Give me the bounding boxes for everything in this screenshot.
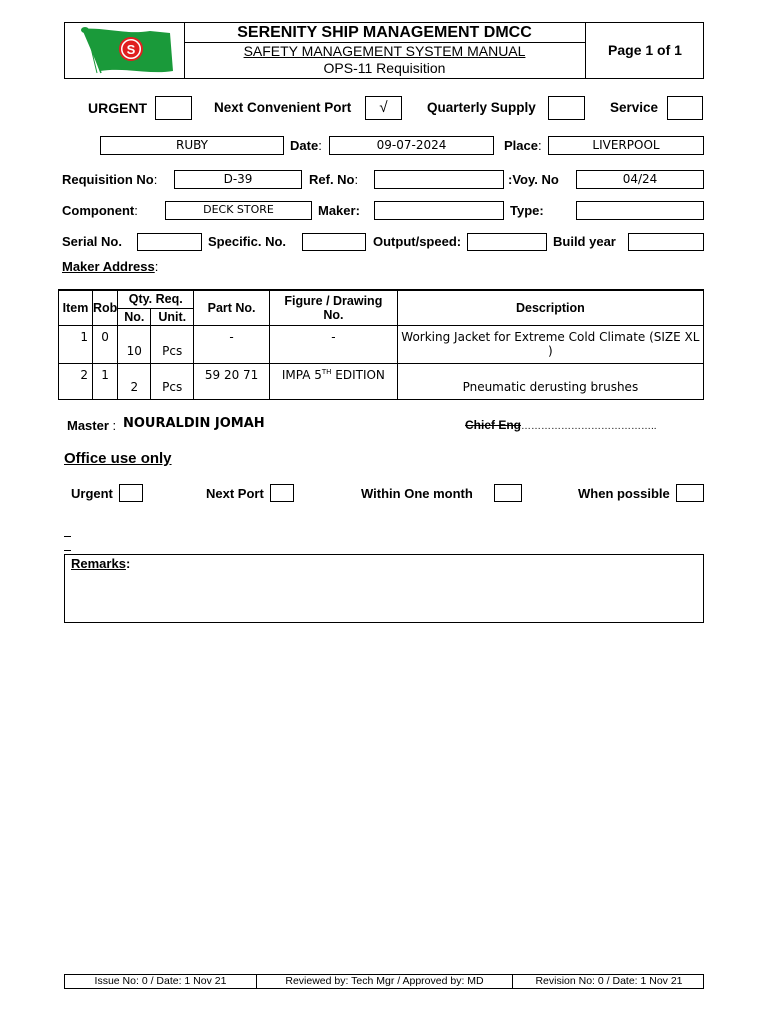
- manual-title: SAFETY MANAGEMENT SYSTEM MANUAL: [243, 43, 526, 59]
- remarks-label: Remarks: [71, 556, 126, 571]
- ref-no-label: Ref. No: [309, 172, 355, 187]
- place-field[interactable]: LIVERPOOL: [548, 136, 704, 155]
- chief-eng-label: Chief Eng: [465, 418, 521, 432]
- component-field[interactable]: DECK STORE: [165, 201, 312, 220]
- component-label: Component: [62, 203, 135, 218]
- maker-label: Maker:: [318, 203, 360, 218]
- row-qty-no: 2: [118, 363, 151, 399]
- next-port-checkbox[interactable]: √: [365, 96, 402, 120]
- row-figure: -: [270, 325, 398, 363]
- office-next-port-checkbox[interactable]: [270, 484, 294, 502]
- voy-no-field[interactable]: 04/24: [576, 170, 704, 189]
- requisition-items-table: [58, 289, 704, 400]
- type-field[interactable]: [576, 201, 704, 220]
- date-field[interactable]: 09-07-2024: [329, 136, 494, 155]
- urgent-label: URGENT: [88, 100, 148, 116]
- table-row: [59, 325, 704, 363]
- office-use-title: Office use only: [64, 450, 172, 467]
- row-qty-unit: Pcs: [151, 325, 194, 363]
- service-label: Service: [610, 100, 659, 115]
- col-item-header: Item: [59, 290, 93, 325]
- col-qty-no-header: No.: [118, 308, 151, 325]
- serial-no-label: Serial No.: [62, 234, 122, 249]
- logo-cell: [65, 23, 185, 78]
- divider: [64, 536, 71, 537]
- next-port-label: Next Convenient Port: [214, 100, 352, 115]
- row-qty-no: 10: [118, 325, 151, 363]
- service-checkbox[interactable]: [667, 96, 703, 120]
- master-name: NOURALDIN JOMAH: [123, 416, 265, 431]
- office-when-possible-checkbox[interactable]: [676, 484, 704, 502]
- footer-reviewed: Reviewed by: Tech Mgr / Approved by: MD: [257, 975, 513, 988]
- row-qty-unit: Pcs: [151, 363, 194, 399]
- office-urgent-checkbox[interactable]: [119, 484, 143, 502]
- form-title: OPS-11 Requisition: [323, 60, 446, 76]
- company-name: SERENITY SHIP MANAGEMENT DMCC: [237, 24, 532, 41]
- row-figure: IMPA 5TH EDITION: [270, 363, 398, 399]
- build-year-field[interactable]: [628, 233, 704, 251]
- col-description-header: Description: [397, 290, 703, 325]
- footer-issue: Issue No: 0 / Date: 1 Nov 21: [65, 975, 257, 988]
- row-item: 1: [59, 325, 93, 363]
- remarks-box[interactable]: Remarks:: [64, 554, 704, 623]
- date-label: Date: [290, 138, 319, 153]
- row-rob: 0: [92, 325, 117, 363]
- voy-no-label: :Voy. No: [508, 172, 559, 187]
- row-part-no: 59 20 71: [194, 363, 270, 399]
- row-rob: 1: [92, 363, 117, 399]
- specific-no-field[interactable]: [302, 233, 366, 251]
- quarterly-supply-label: Quarterly Supply: [427, 100, 536, 115]
- col-part-no-header: Part No.: [194, 290, 270, 325]
- output-speed-field[interactable]: [467, 233, 547, 251]
- svg-text:S: S: [126, 42, 136, 57]
- output-speed-label: Output/speed:: [373, 234, 462, 249]
- office-when-possible-label: When possible: [578, 486, 670, 501]
- maker-field[interactable]: [374, 201, 504, 220]
- document-footer: [64, 974, 704, 989]
- office-within-month-label: Within One month: [361, 486, 473, 501]
- office-next-port-label: Next Port: [206, 486, 264, 501]
- divider: [64, 550, 71, 551]
- footer-revision: Revision No: 0 / Date: 1 Nov 21: [535, 975, 683, 987]
- row-description: Pneumatic derusting brushes: [397, 363, 703, 399]
- company-flag-logo: [65, 23, 184, 78]
- ref-no-field[interactable]: [374, 170, 504, 189]
- row-item: 2: [59, 363, 93, 399]
- row-part-no: -: [194, 325, 270, 363]
- specific-no-label: Specific. No.: [208, 234, 287, 249]
- col-qty-req-header: Qty. Req.: [118, 290, 194, 308]
- master-label: Master: [67, 418, 109, 433]
- office-urgent-label: Urgent: [71, 486, 113, 501]
- serial-no-field[interactable]: [137, 233, 202, 251]
- table-row: [59, 363, 704, 399]
- row-description: Working Jacket for Extreme Cold Climate (SIZE XL ): [397, 325, 703, 363]
- col-rob-header: Rob: [92, 290, 117, 325]
- urgent-checkbox[interactable]: [155, 96, 192, 120]
- col-qty-unit-header: Unit.: [151, 308, 194, 325]
- place-label: Place: [504, 138, 538, 153]
- requisition-no-label: Requisition No: [62, 172, 154, 187]
- col-figure-header: Figure / Drawing No.: [270, 290, 398, 325]
- office-within-month-checkbox[interactable]: [494, 484, 522, 502]
- document-header: [64, 22, 704, 79]
- build-year-label: Build year: [553, 234, 616, 249]
- page-number: Page 1 of 1: [608, 42, 682, 58]
- maker-address-label: Maker Address: [62, 259, 155, 274]
- type-label: Type:: [510, 203, 544, 218]
- chief-eng-signature-line: …………………………………..: [521, 421, 657, 432]
- quarterly-supply-checkbox[interactable]: [548, 96, 585, 120]
- requisition-no-field[interactable]: D-39: [174, 170, 302, 189]
- vessel-name-field[interactable]: RUBY: [100, 136, 284, 155]
